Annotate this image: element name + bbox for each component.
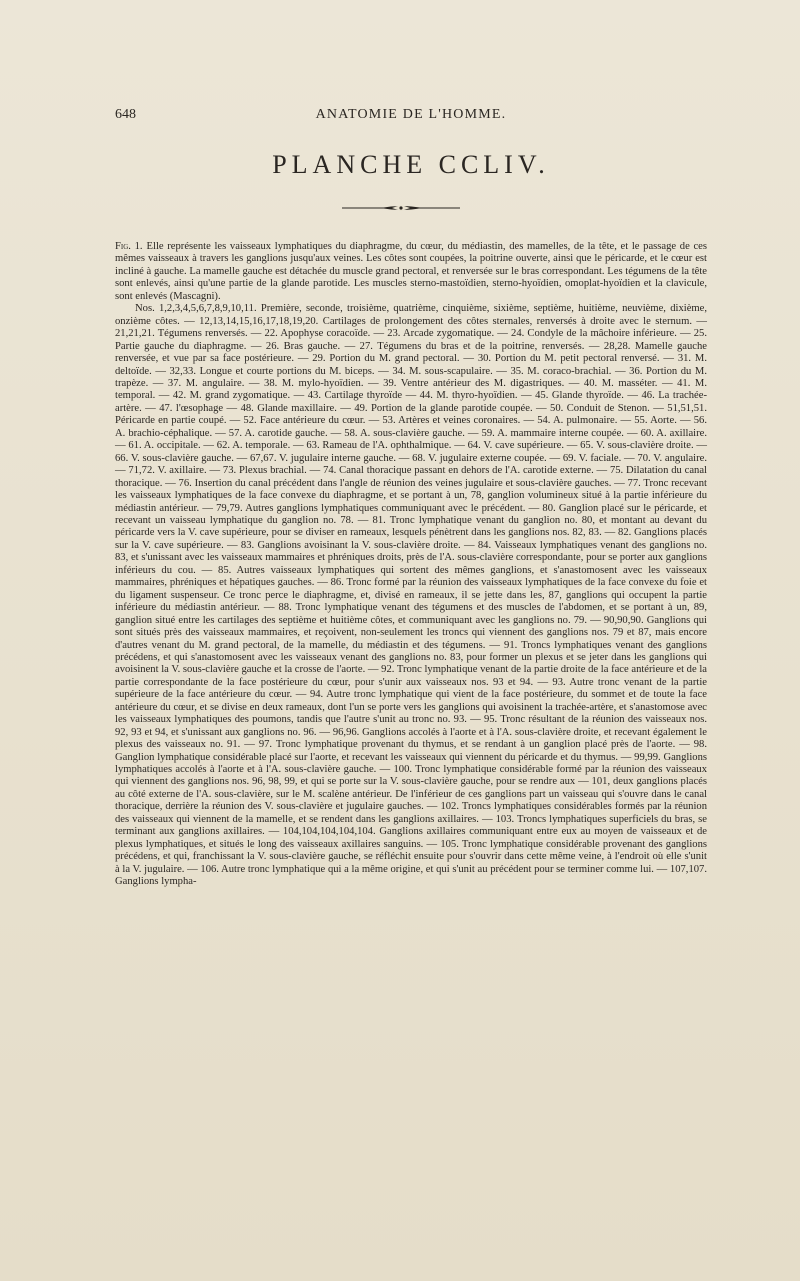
ornament-divider-icon (340, 203, 462, 213)
plate-title: PLANCHE CCLIV. (272, 150, 550, 179)
figure-legend: Nos. 1,2,3,4,5,6,7,8,9,10,11. Première, seconde, troisième, quatrième, cinquième, sixième, septième, huitième, neuvième, dixième, onzième côtes. — 12,13,14,15,16,17,18,19,20. Cartilages de prolongement des côtes sternales, renversés à droite avec le sternum. — 21,21,21. Tégumens renversés. — 22. Apophyse coracoïde. — 23. Arcade zygomatique. — 24. Condyle de la mâchoire inférieure. — 25. Partie gauche du diaphragme. — 26. Bras gauche. — 27. Tégumens du bras et de la poitrine, renversés. — 28,28. Mamelle gauche renversée, et vue par sa face postérieure. — 29. Portion du M. grand pectoral. — 30. Portion du M. petit pectoral renversé. — 31. M. deltoïde. — 32,33. Longue et courte portions du M. biceps. — 34. M. sous-scapulaire. — 35. M. coraco-brachial. — 36. Portion du M. trapèze. — 37. M. angulaire. — 38. M. mylo-hyoïdien. — 39. Ventre antérieur des M. digastriques. — 40. M. masséter. — 41. M. temporal. — 42. M. grand zygomatique. — 43. Cartilage thyroïde — 44. M. thyro-hyoïdien. — 45. Glande thyroïde. — 46. La trachée-artère. — 47. l'œsophage — 48. Glande maxillaire. — 49. Portion de la glande parotide coupée. — 50. Conduit de Stenon. — 51,51,51. Péricarde en partie coupé. — 52. Face antérieure du cœur. — 53. Artères et veines coronaires. — 54. A. pulmonaire. — 55. Aorte. — 56. A. brachio-céphalique. — 57. A. carotide gauche. — 58. A. sous-clavière gauche. — 59. A. mammaire interne coupée. — 60. A. axillaire. — 61. A. occipitale. — 62. A. temporale. — 63. Rameau de l'A. ophthalmique. — 64. V. cave supérieure. — 65. V. sous-clavière droite. — 66. V. sous-clavière gauche. — 67,67. V. jugulaire interne gauche. — 68. V. jugulaire externe coupée. — 69. V. faciale. — 70. V. angulaire. — 71,72. V. axillaire. — 73. Plexus brachial. — 74. Canal thoracique passant en dehors de l'A. carotide externe. — 75. Dilatation du canal thoracique. — 76. Insertion du canal précédent dans l'angle de réunion des veines jugulaire et sous-clavière gauches. — 77. Tronc recevant les vaisseaux lymphatiques de la face convexe du diaphragme, et se portant à un, 78, ganglion volumineux situé à la partie inférieure du médiastin antérieur. — 79,79. Autres ganglions lymphatiques communiquant avec le précédent. — 80. Ganglion placé sur le péricarde, et recevant un vaisseau lymphatique du ganglion no. 78. — 81. Tronc lymphatique venant du ganglion no. 80, et montant au devant du péricarde vers la V. cave supérieure, pour se diviser en rameaux, lesquels pénètrent dans les ganglions nos. 82, 83. — 82. Ganglions placés sur la V. cave supérieure. — 83. Ganglions avoisinant la V. sous-clavière droite. — 84. Vaisseaux lymphatiques venant des ganglions no. 83, et s'unissant avec les vaisseaux mammaires et phréniques droits, près de l'A. sous-clavière correspondante, pour se porter aux ganglions inférieurs du cou. — 85. Autres vaisseaux lymphatiques qui sortent des mêmes ganglions, et s'anastomosent avec les vaisseaux mammaires, phréniques et hépatiques gauches. — 86. Tronc formé par la réunion des vaisseaux lymphatiques de la face convexe du foie et du ligament suspenseur. Ce tronc perce le diaphragme, et, divisé en rameaux, il se jette dans les, 87, ganglions qui occupent la partie inférieure du médiastin antérieur. — 88. Tronc lymphatique venant des tégumens et des muscles de l'abdomen, et se portant à un, 89, ganglion situé entre les cartilages des septième et huitième côtes, et communiquant avec les ganglions no. 79. — 90,90,90. Ganglions qui sont situés près des vaisseaux mammaires, et reçoivent, non-seulement les troncs qui viennent des ganglions nos. 79 et 87, mais encore d'autres venant du M. grand pectoral, de la mamelle, du médiastin et des tégumens. — 91. Troncs lymphatiques venant des ganglions précédens, et qui s'anastomosent avec les vaisseaux venant des ganglions no. 83, pour former un plexus et se jeter dans les ganglions qui avoisinent la V. sous-clavière gauche et la crosse de l'aorte. — 92. Tronc lymphatique venant de la partie droite de la face antérieure et de la partie correspondante de la face postérieure du cœur, pour s'unir aux vaisseaux nos. 93 et 94. — 93. Autre tronc venant de la partie supérieure de la face antérieure du cœur. — 94. Autre tronc lymphatique qui vient de la face postérieure, du sommet et de toute la face antérieure du cœur, et se divise en deux rameaux, dont l'un se porte vers les ganglions qui avoisinent la trachée-artère, et s'anastomose avec les vaisseaux lymphatiques des poumons, tandis que l'autre s'unit au tronc no. 93. — 95. Tronc résultant de la réunion des vaisseaux nos. 92, 93 et 94, et s'unissant aux ganglions no. 96. — 96,96. Ganglions accolés à l'aorte et à l'A. sous-clavière droite, et recevant également le plexus des vaisseaux no. 91. — 97. Tronc lymphatique provenant du thymus, et se rendant à un ganglion placé près de l'aorte. — 98. Ganglion lymphatique considérable placé sur l'aorte, et recevant les vaisseaux qui viennent du péricarde et du thymus. — 99,99. Ganglions lymphatiques accolés à l'aorte et à l'A. sous-clavière gauche. — 100. Tronc lymphatique considérable formé par la réunion des vaisseaux qui viennent des ganglions nos. 96, 98, 99, et qui se porte sur la V. sous-clavière gauche, pour se rendre aux — 101, deux ganglions placés au côté externe de l'A. sous-clavière, sur le M. scalène antérieur. De l'inférieur de ces ganglions part un vaisseau qui s'ouvre dans le canal thoracique, derrière la réunion des V. sous-clavière et jugulaire gauches. — 102. Troncs lymphatiques considérables formés par la réunion des vaisseaux qui viennent de la mamelle, et se rendent dans les ganglions axillaires. — 103. Troncs lymphatiques superficiels du bras, se terminant aux ganglions axillaires. — 104,104,104,104,104. Ganglions axillaires communiquant entre eux au moyen de vaisseaux et de plexus lymphatiques, et situés le long des vaisseaux axillaires sanguins. — 105. Tronc lymphatique considérable provenant des ganglions précédens, et qui, franchissant la V. sous-clavière gauche, se réfléchit ensuite pour s'ouvrir dans cette même veine, à l'endroit où elle s'unit à la V. jugulaire. — 106. Autre tronc lymphatique qui a la même origine, et qui s'unit au précédent pour se terminer comme lui. — 107,107. Ganglions lympha- (115, 303, 707, 888)
figure-label: Fig. 1. (115, 241, 143, 252)
figure-intro-text: Elle représente les vaisseaux lymphatiques du diaphragme, du cœur, du médiastin, des mamelles, de la tête, et le passage de ces mêmes vaisseaux à travers les ganglions jusqu'aux veines. Les côtes sont coupées, la poitrine ouverte, ainsi que le péricarde, et le cœur est incliné à gauche. La mamelle gauche est détachée du muscle grand pectoral, et renversée sur le bras correspondant. Les tégumens de la tête sont enlevés, ainsi qu'une partie de la glande parotide. Les muscles sterno-mastoïdien, sterno-hyoïdien, omoplat-hyoïdien et la clavicule, sont enlevés (Mascagni). (115, 241, 707, 302)
running-title: ANATOMIE DE L'HOMME. (315, 107, 507, 122)
figure-description (115, 241, 707, 889)
figure-intro (115, 241, 707, 303)
page-header (115, 107, 707, 129)
page-number: 648 (115, 107, 136, 122)
